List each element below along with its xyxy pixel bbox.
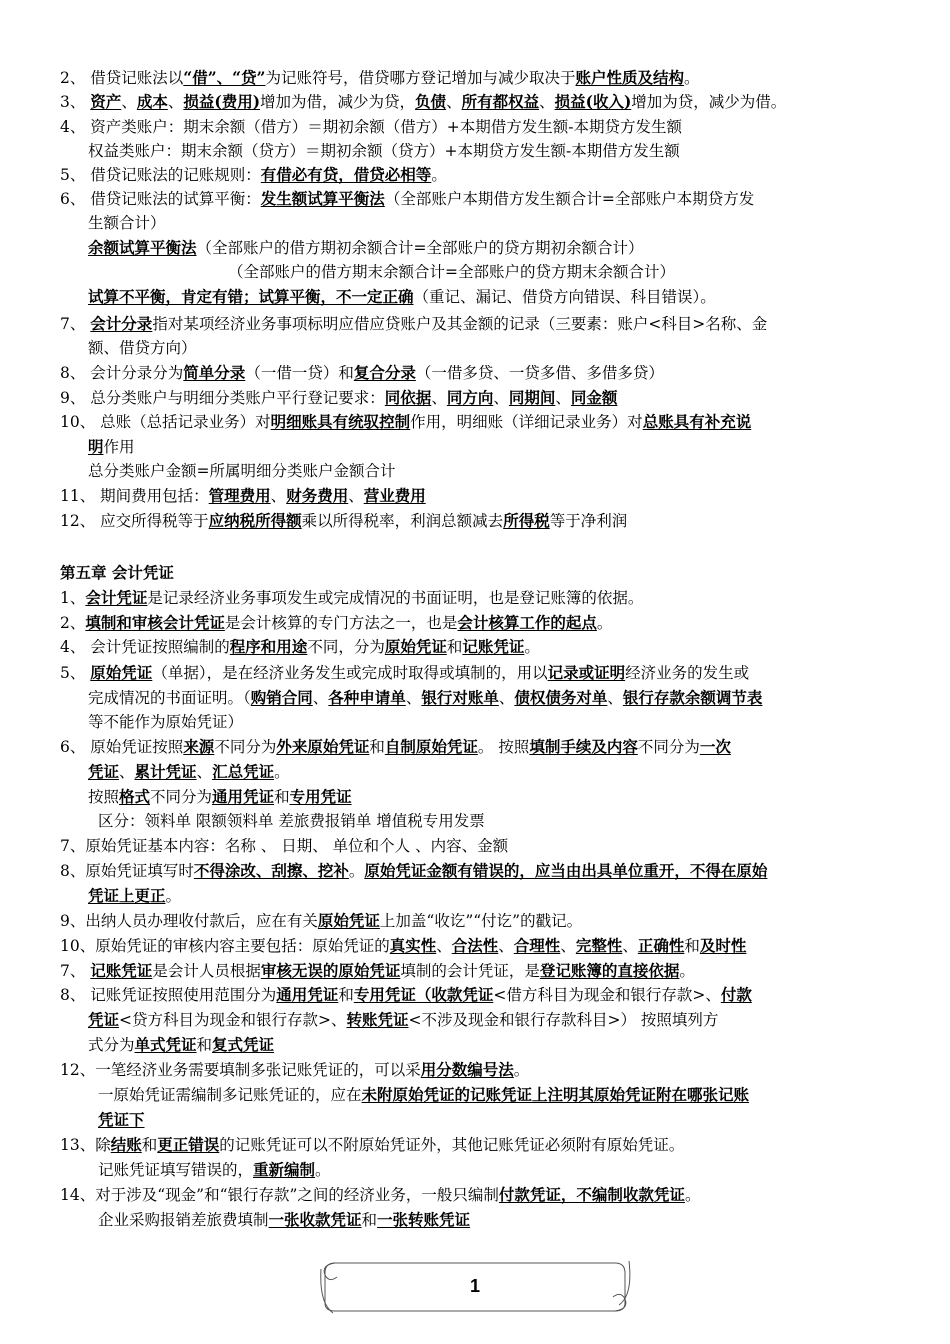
text-line — [98, 811, 485, 831]
emphasis-text: 账户性质及结构 — [575, 68, 684, 87]
text-line — [88, 787, 352, 807]
emphasis-text: 结账 — [110, 1135, 142, 1154]
emphasis-text: 程序和用途 — [229, 637, 308, 656]
text-run: 等于净利润 — [549, 512, 628, 530]
text-run: （全部账户的借方期初余额合计=全部账户的贷方期初余额合计） — [196, 239, 644, 257]
text-line — [88, 886, 181, 906]
emphasis-text: 审核无误的原始凭证 — [260, 961, 401, 980]
emphasis-text: 凭证下 — [98, 1110, 145, 1129]
emphasis-text: 损益(收入) — [554, 92, 632, 111]
text-run: （一借一贷）和 — [245, 364, 354, 382]
text-line — [60, 563, 174, 583]
emphasis-text: 余额试算平衡法 — [88, 238, 197, 257]
text-line — [88, 712, 243, 732]
text-run: 为记账符号，借贷哪方登记增加与减少取决于 — [265, 69, 576, 87]
emphasis-text: 格式 — [119, 787, 151, 806]
text-run: 、 — [348, 487, 364, 505]
text-run: 、 — [431, 389, 447, 407]
emphasis-text: 真实性 — [389, 936, 437, 955]
text-run: 、 — [436, 937, 452, 955]
text-line — [60, 165, 447, 185]
text-run: 是会计人员根据 — [152, 962, 261, 980]
text-run: <贷方科目为现金和银行存款>、 — [119, 1011, 347, 1029]
emphasis-text: 自制原始凭证 — [384, 737, 478, 756]
text-run: 和 — [446, 638, 463, 656]
text-run: 填制的会计凭证，是 — [400, 962, 540, 980]
emphasis-text: 正确性 — [637, 936, 685, 955]
emphasis-text: 不得涂改、刮擦、挖补 — [193, 861, 349, 880]
emphasis-text: 来源 — [183, 737, 215, 756]
emphasis-text: 凭证 — [88, 762, 120, 781]
emphasis-text: 各种申请单 — [328, 688, 406, 707]
text-run: 12、一笔经济业务需要填制多张记账凭证的，可以采 — [60, 1061, 421, 1079]
text-run: 和 — [196, 1036, 213, 1054]
text-run: 完成情况的书面证明。（ — [88, 689, 251, 707]
emphasis-text: 会计分录 — [90, 314, 153, 333]
text-run: 区分：领料单 限额领料单 差旅费报销单 增值税专用发票 — [98, 812, 485, 830]
text-run: 、 — [312, 689, 329, 707]
text-run: 企业采购报销差旅费填制 — [98, 1211, 269, 1229]
text-run: 。 — [274, 763, 290, 781]
text-run: 9、出纳人员办理收付款后，应在有关 — [60, 912, 318, 930]
text-run: 3、 — [60, 93, 91, 111]
text-line — [60, 961, 695, 981]
emphasis-text: 合法性 — [451, 936, 499, 955]
text-run: 。 按照 — [477, 738, 530, 756]
text-run: 13、除 — [60, 1136, 111, 1154]
text-line — [88, 437, 135, 457]
emphasis-text: 会计核算工作的起点 — [457, 613, 597, 632]
text-line — [88, 1035, 274, 1055]
text-run: 增加为贷，减少为借。 — [631, 93, 787, 111]
text-line — [60, 588, 643, 608]
text-run: 7、 — [60, 315, 91, 333]
emphasis-text: 通用凭证 — [212, 787, 275, 806]
emphasis-text: 同方向 — [446, 388, 494, 407]
emphasis-text: 及时性 — [699, 936, 747, 955]
emphasis-text: 试算不平衡，肯定有错；试算平衡，不一定正确 — [88, 287, 414, 306]
emphasis-text: 同期间 — [508, 388, 556, 407]
text-run: 。 — [513, 1061, 530, 1079]
text-run: 和 — [369, 738, 385, 756]
text-line — [88, 688, 762, 708]
emphasis-text: 同依据 — [384, 388, 432, 407]
text-run: 、 — [539, 93, 555, 111]
text-run: 、 — [560, 937, 576, 955]
text-line — [88, 461, 396, 481]
text-run: 5、 — [60, 664, 91, 682]
text-line — [98, 1085, 749, 1105]
emphasis-text: 累计凭证 — [134, 762, 197, 781]
text-line — [60, 117, 682, 137]
text-run: 的记账凭证可以不附原始凭证外，其他记账凭证必须附有原始凭证。 — [219, 1136, 685, 1154]
text-run: 不同分为 — [150, 788, 213, 806]
text-line — [60, 314, 767, 334]
text-run: 10、 总账（总括记录业务）对 — [60, 413, 271, 431]
text-line — [88, 213, 166, 233]
text-line — [60, 1185, 700, 1205]
text-run: 。 — [348, 862, 365, 880]
text-run: 乘以所得税率，利润总额减去 — [301, 512, 504, 530]
text-line — [60, 388, 617, 408]
emphasis-text: 转账凭证 — [346, 1010, 409, 1029]
text-run: （单据），是在经济业务发生或完成时取得或填制的，用以 — [152, 664, 548, 682]
text-run: 2、 — [60, 614, 86, 632]
text-line — [60, 985, 752, 1005]
emphasis-text: 复式凭证 — [212, 1035, 275, 1054]
text-run: 上加盖“收讫”“付讫”的戳记。 — [379, 912, 583, 930]
emphasis-text: 付款 — [720, 985, 752, 1004]
text-line — [60, 189, 754, 209]
text-run: 8、 记账凭证按照使用范围分为 — [60, 986, 277, 1004]
text-run: （一借多贷、一贷多借、多借多贷） — [415, 364, 664, 382]
emphasis-text: 简单分录 — [183, 363, 246, 382]
text-run: 1、 — [60, 589, 86, 607]
text-run: 。 — [684, 1186, 701, 1204]
text-run: 、 — [196, 763, 213, 781]
text-run: 、 — [607, 689, 623, 707]
text-run: 、 — [498, 689, 515, 707]
text-run: 不同，分为 — [307, 638, 385, 656]
emphasis-text: 登记账簿的直接依据 — [539, 961, 680, 980]
text-line — [60, 861, 767, 881]
emphasis-text: 购销合同 — [250, 688, 313, 707]
emphasis-text: 有借必有贷，借贷必相等 — [260, 165, 432, 184]
emphasis-text: 凭证上更正 — [88, 886, 166, 905]
text-line — [60, 412, 751, 432]
text-line — [60, 1135, 684, 1155]
text-run: 。 — [165, 887, 182, 905]
emphasis-text: 营业费用 — [363, 486, 426, 505]
emphasis-text: 重新编制 — [253, 1160, 316, 1179]
text-run: 指对某项经济业务事项标明应借应贷账户及其金额的记录（三要素：账户<科目>名称、金 — [152, 315, 768, 333]
text-run: 7、原始凭证基本内容：名称 、 日期、 单位和个人 、内容、金额 — [60, 837, 509, 855]
text-run: 、 — [270, 487, 287, 505]
text-run: 5、 借贷记账法的记账规则： — [60, 166, 261, 184]
text-run: 11、 期间费用包括： — [60, 487, 209, 505]
text-line — [88, 141, 680, 161]
emphasis-text: 凭证 — [88, 1010, 120, 1029]
text-run: 。 — [524, 638, 540, 656]
text-run: 9、 总分类账户与明细分类账户平行登记要求： — [60, 389, 385, 407]
emphasis-text: 通用凭证 — [276, 985, 339, 1004]
page-number: 1 — [469, 1276, 480, 1296]
text-run: 不同分为 — [214, 738, 277, 756]
text-run: （全部账户本期借方发生额合计=全部账户本期贷方发 — [384, 190, 755, 208]
text-run: 6、 借贷记账法的试算平衡： — [60, 190, 261, 208]
text-line — [60, 836, 508, 856]
emphasis-text: 成本 — [136, 92, 168, 111]
text-run: 生额合计） — [88, 214, 166, 232]
emphasis-text: 应纳税所得额 — [208, 511, 302, 530]
text-line — [98, 1110, 145, 1130]
text-run: 。 — [679, 962, 695, 980]
emphasis-text: 记账凭证 — [90, 961, 153, 980]
emphasis-text: 外来原始凭证 — [276, 737, 370, 756]
emphasis-text: 专用凭证 — [289, 787, 352, 806]
text-run: 额、借贷方向） — [88, 339, 197, 357]
emphasis-text: 未附原始凭证的记账凭证上注明其原始凭证附在哪张记账 — [361, 1085, 750, 1104]
emphasis-text: 同金额 — [570, 388, 618, 407]
chapter-heading: 第五章 会计凭证 — [60, 563, 174, 582]
text-run: 不同分为 — [637, 738, 700, 756]
text-line — [60, 737, 731, 757]
text-run: 等不能作为原始凭证） — [88, 713, 244, 731]
text-run: 14、对于涉及“现金”和“银行存款”之间的经济业务，一般只编制 — [60, 1186, 499, 1204]
emphasis-text: 债权债务对单 — [514, 688, 608, 707]
text-line — [88, 338, 197, 358]
emphasis-text: 银行存款余额调节表 — [622, 688, 763, 707]
emphasis-text: 一张转账凭证 — [377, 1210, 471, 1229]
emphasis-text: 一次 — [699, 737, 731, 756]
text-line — [60, 1060, 529, 1080]
emphasis-text: 明 — [88, 437, 104, 456]
text-run: 、 — [405, 689, 422, 707]
text-run: 增加为借，减少为贷， — [260, 93, 416, 111]
text-run: 、 — [555, 389, 571, 407]
emphasis-text: 付款凭证，不编制收款凭证 — [498, 1185, 685, 1204]
emphasis-text: 原始凭证金额有错误的，应当由出具单位重开，不得在原始 — [364, 861, 768, 880]
text-line — [88, 238, 644, 258]
emphasis-text: 明细账具有统驭控制 — [270, 412, 411, 431]
text-line — [60, 511, 627, 531]
emphasis-text: 财务费用 — [286, 486, 349, 505]
text-line — [88, 287, 716, 307]
text-run: 7、 — [60, 962, 91, 980]
text-run: 一原始凭证需编制多记账凭证的，应在 — [98, 1086, 362, 1104]
text-run: 、 — [167, 93, 184, 111]
emphasis-text: 银行对账单 — [421, 688, 499, 707]
text-line — [60, 936, 746, 956]
emphasis-text: 管理费用 — [208, 486, 271, 505]
text-run: 4、 会计凭证按照编制的 — [60, 638, 230, 656]
text-run: 。 — [596, 614, 613, 632]
emphasis-text: 汇总凭证 — [212, 762, 275, 781]
text-run: （全部账户的借方期末余额合计=全部账户的贷方期末余额合计） — [228, 263, 675, 281]
text-run: 8、原始凭证填写时 — [60, 862, 194, 880]
text-line — [60, 637, 540, 657]
emphasis-text: 损益(费用) — [183, 92, 261, 111]
text-run: 、 — [622, 937, 638, 955]
text-run: 6、 原始凭证按照 — [60, 738, 184, 756]
text-run: 、 — [119, 763, 135, 781]
emphasis-text: 单式凭证 — [134, 1035, 197, 1054]
emphasis-text: 填制和审核会计凭证 — [85, 613, 225, 632]
emphasis-text: 原始凭证 — [90, 663, 153, 682]
text-run: 和 — [338, 986, 354, 1004]
text-line — [98, 1160, 331, 1180]
emphasis-text: 记录或证明 — [547, 663, 626, 682]
text-run: 12、 应交所得税等于 — [60, 512, 209, 530]
text-run: <不涉及现金和银行存款科目>） 按照填列方 — [408, 1011, 719, 1029]
text-run: 经济业务的发生或 — [625, 664, 750, 682]
text-line — [88, 1010, 718, 1030]
text-run: 、 — [121, 93, 137, 111]
text-run: 2、 借贷记账法以 — [60, 69, 184, 87]
text-line — [60, 486, 426, 506]
emphasis-text: 所有都权益 — [461, 92, 540, 111]
text-line — [60, 68, 700, 88]
text-run: 和 — [274, 788, 290, 806]
emphasis-text: 负债 — [415, 92, 447, 111]
text-run: 4、 资产类账户：期末余额（借方）＝期初余额（借方）+本期借方发生额-本期贷方发生额 — [60, 118, 683, 136]
emphasis-text: 完整性 — [575, 936, 623, 955]
text-run: 、 — [498, 937, 514, 955]
text-run: 记账凭证填写错误的， — [98, 1161, 254, 1179]
text-run: 式分为 — [88, 1036, 135, 1054]
text-run: 、 — [493, 389, 509, 407]
text-line — [60, 911, 582, 931]
emphasis-text: “借”、“贷” — [183, 68, 266, 87]
text-line — [228, 262, 675, 282]
emphasis-text: 所得税 — [503, 511, 550, 530]
text-run: <借方科目为现金和银行存款>、 — [493, 986, 721, 1004]
emphasis-text: 用分数编号法 — [420, 1060, 514, 1079]
text-line — [88, 762, 290, 782]
text-run: 按照 — [88, 788, 120, 806]
emphasis-text: 合理性 — [513, 936, 561, 955]
emphasis-text: 更正错误 — [157, 1135, 220, 1154]
text-run: 、 — [446, 93, 462, 111]
text-run: 是会计核算的专门方法之一，也是 — [224, 614, 458, 632]
text-run: （重记、漏记、借贷方向错误、科目错误）。 — [413, 288, 716, 306]
text-line — [60, 613, 612, 633]
text-line — [98, 1210, 470, 1230]
emphasis-text: 原始凭证 — [384, 637, 447, 656]
emphasis-text: 资产 — [90, 92, 122, 111]
emphasis-text: 复合分录 — [353, 363, 416, 382]
text-run: 和 — [361, 1211, 378, 1229]
text-run: 。 — [315, 1161, 331, 1179]
text-run: 。 — [684, 69, 700, 87]
emphasis-text: 总账具有补充说 — [642, 412, 752, 431]
text-run: 和 — [684, 937, 700, 955]
text-run: 是记录经济业务事项发生或完成情况的书面证明，也是登记账簿的依据。 — [147, 589, 644, 607]
text-line — [60, 92, 786, 112]
text-line — [60, 663, 749, 683]
emphasis-text: 原始凭证 — [317, 911, 380, 930]
text-run: 8、 会计分录分为 — [60, 364, 184, 382]
text-run: 作用，明细账（详细记录业务）对 — [410, 413, 643, 431]
emphasis-text: 专用凭证（收款凭证 — [353, 985, 494, 1004]
text-run: 。 — [431, 166, 447, 184]
text-run: 作用 — [103, 438, 135, 456]
emphasis-text: 填制手续及内容 — [529, 737, 638, 756]
emphasis-text: 会计凭证 — [85, 588, 148, 607]
text-run: 总分类账户金额=所属明细分类账户金额合计 — [88, 462, 396, 480]
emphasis-text: 发生额试算平衡法 — [260, 189, 385, 208]
text-run: 和 — [141, 1136, 158, 1154]
text-line — [60, 363, 664, 383]
emphasis-text: 记账凭证 — [462, 637, 525, 656]
text-run: 权益类账户：期末余额（贷方）＝期初余额（贷方）+本期贷方发生额-本期借方发生额 — [88, 142, 680, 160]
emphasis-text: 一张收款凭证 — [268, 1210, 362, 1229]
text-run: 10、原始凭证的审核内容主要包括：原始凭证的 — [60, 937, 390, 955]
